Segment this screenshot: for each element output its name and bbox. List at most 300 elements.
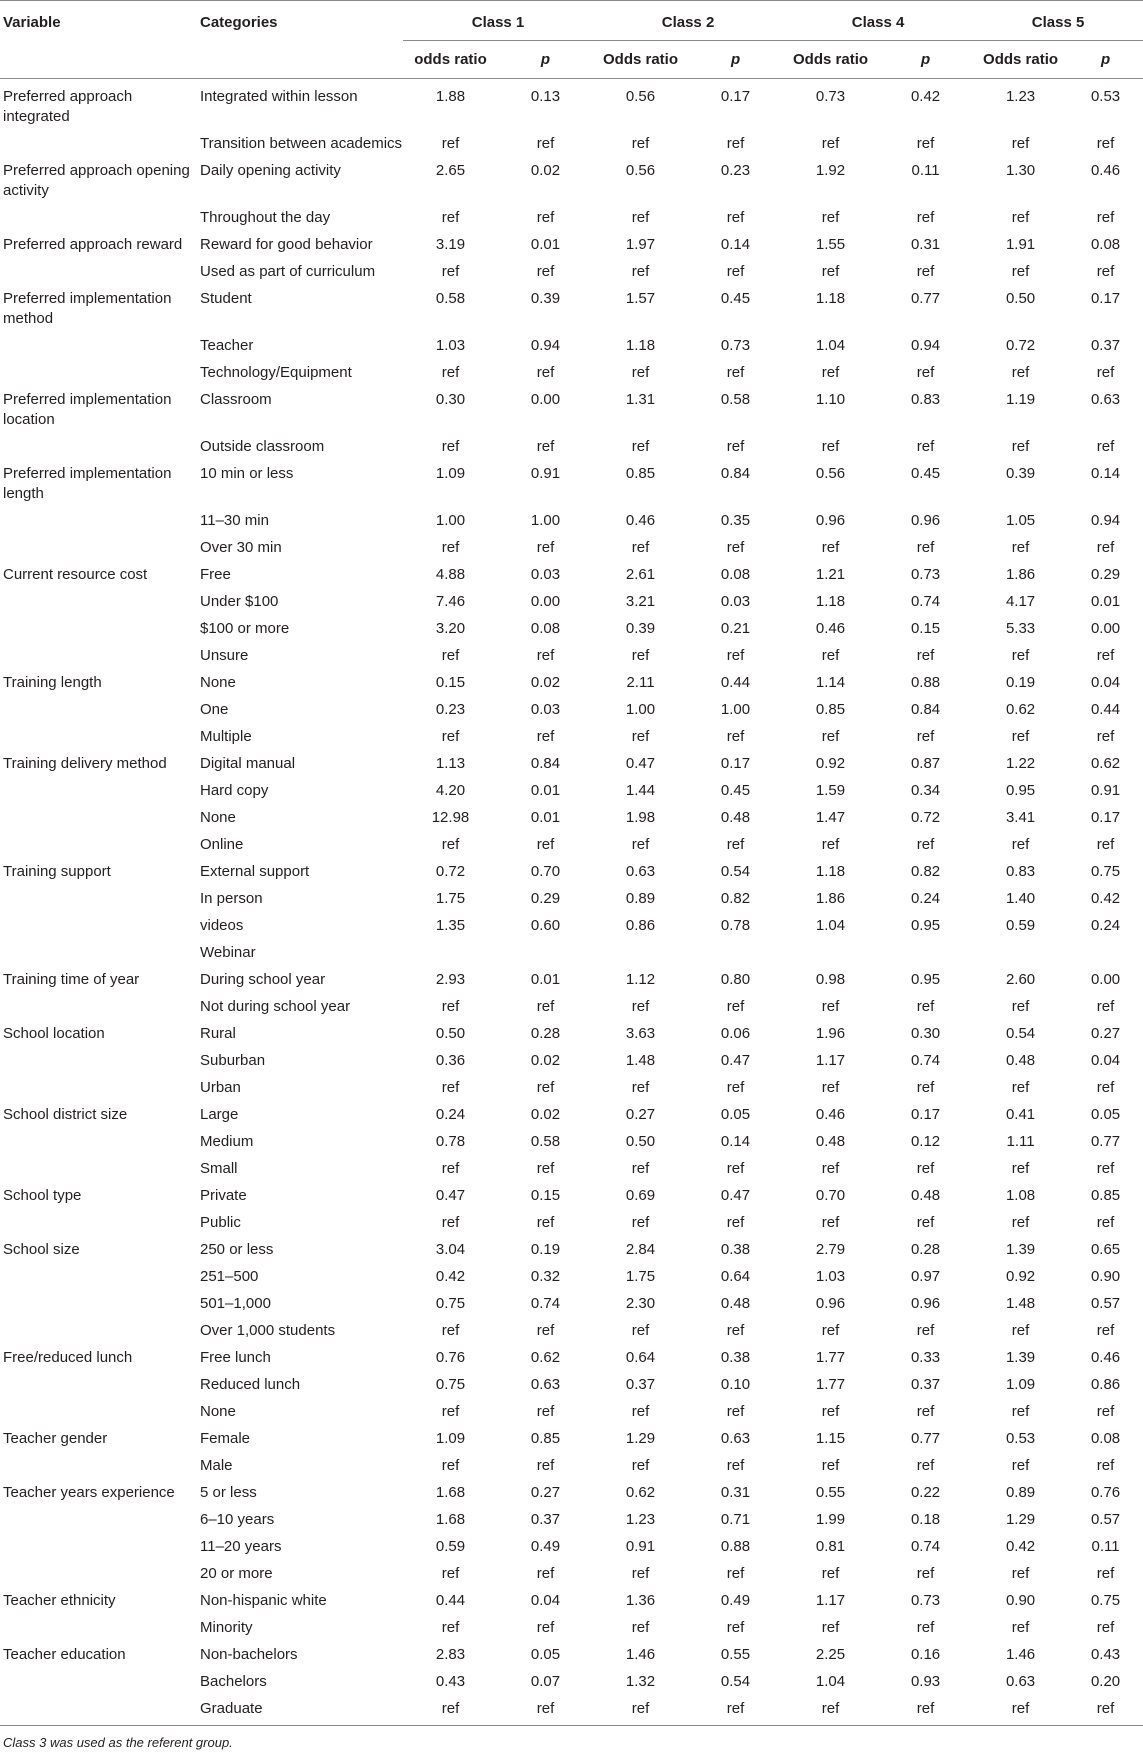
table-row xyxy=(0,534,1143,561)
cell-p-value: 0.17 xyxy=(910,1106,941,1123)
cell-p-value: 0.17 xyxy=(720,88,751,105)
cell-p-value: 0.78 xyxy=(720,917,751,934)
cell-p-value: ref xyxy=(1096,1214,1115,1231)
cell-variable xyxy=(0,534,200,561)
cell-p-value: ref xyxy=(916,263,935,280)
cell-odds-ratio: ref xyxy=(441,135,460,152)
cell-odds-ratio: ref xyxy=(821,647,840,664)
cell-p-value: 0.71 xyxy=(720,1511,751,1528)
cell-p-value: 0.96 xyxy=(910,512,941,529)
cell-odds-ratio: 0.56 xyxy=(625,88,656,105)
cell-p-value: ref xyxy=(1096,1160,1115,1177)
cell-p-value: ref xyxy=(536,1619,555,1636)
cell-p-value: ref xyxy=(726,1079,745,1096)
cell-odds-ratio xyxy=(973,939,1068,966)
cell-odds-ratio: 0.19 xyxy=(1005,674,1036,691)
cell-category: Large xyxy=(200,1106,239,1123)
cell-p-value: 0.91 xyxy=(1090,782,1121,799)
cell-odds-ratio: 1.00 xyxy=(625,701,656,718)
cell-odds-ratio: 2.65 xyxy=(435,162,466,179)
cell-odds-ratio: 1.23 xyxy=(1005,88,1036,105)
cell-odds-ratio: ref xyxy=(1011,263,1030,280)
cell-p-value: ref xyxy=(726,647,745,664)
cell-odds-ratio: 1.97 xyxy=(625,236,656,253)
table-row xyxy=(0,831,1143,858)
cell-p-value: 0.37 xyxy=(910,1376,941,1393)
cell-variable: Training length xyxy=(3,674,102,691)
cell-p-value: 0.57 xyxy=(1090,1295,1121,1312)
cell-variable xyxy=(0,258,200,285)
cell-p-value: 0.42 xyxy=(1090,890,1121,907)
cell-odds-ratio: ref xyxy=(821,1160,840,1177)
cell-category: Multiple xyxy=(200,728,252,745)
cell-odds-ratio xyxy=(403,939,498,966)
cell-p-value: 0.93 xyxy=(910,1673,941,1690)
cell-p-value: ref xyxy=(726,1403,745,1420)
cell-category: $100 or more xyxy=(200,620,290,637)
cell-p-value: ref xyxy=(916,836,935,853)
cell-odds-ratio: ref xyxy=(821,209,840,226)
cell-category: Under $100 xyxy=(200,593,279,610)
cell-category: None xyxy=(200,1403,236,1420)
cell-p-value: 0.16 xyxy=(910,1646,941,1663)
cell-p-value: 0.22 xyxy=(910,1484,941,1501)
cell-variable xyxy=(0,642,200,669)
cell-odds-ratio: 1.18 xyxy=(815,863,846,880)
cell-category: Hard copy xyxy=(200,782,269,799)
cell-p-value: 0.47 xyxy=(720,1052,751,1069)
cell-odds-ratio: 0.50 xyxy=(625,1133,656,1150)
cell-p-value: ref xyxy=(536,647,555,664)
cell-p-value: ref xyxy=(916,728,935,745)
cell-p-value: ref xyxy=(916,1079,935,1096)
table-row xyxy=(0,966,1143,993)
cell-odds-ratio: ref xyxy=(441,539,460,556)
cell-odds-ratio: 0.47 xyxy=(435,1187,466,1204)
cell-p-value: 0.55 xyxy=(720,1646,751,1663)
cell-odds-ratio: 1.96 xyxy=(815,1025,846,1042)
cell-odds-ratio: 2.11 xyxy=(626,674,655,691)
cell-p-value: 0.75 xyxy=(1090,1592,1121,1609)
cell-odds-ratio: 0.36 xyxy=(435,1052,466,1069)
cell-p-value: ref xyxy=(916,135,935,152)
cell-category: Minority xyxy=(200,1619,253,1636)
cell-odds-ratio: 0.89 xyxy=(625,890,656,907)
cell-variable: Training delivery method xyxy=(3,755,167,772)
cell-odds-ratio: ref xyxy=(821,1457,840,1474)
header-blank-categories xyxy=(200,41,403,79)
cell-odds-ratio: ref xyxy=(821,1619,840,1636)
cell-category: Small xyxy=(200,1160,238,1177)
cell-odds-ratio: 1.09 xyxy=(1005,1376,1036,1393)
cell-odds-ratio: 1.03 xyxy=(815,1268,846,1285)
header-or-class-2: Odds ratio xyxy=(603,51,679,68)
cell-p-value: ref xyxy=(916,1322,935,1339)
cell-category: Over 1,000 students xyxy=(200,1322,336,1339)
cell-odds-ratio: ref xyxy=(631,1160,650,1177)
cell-odds-ratio: 1.31 xyxy=(625,391,656,408)
cell-variable: School district size xyxy=(3,1106,128,1123)
cell-odds-ratio: 1.36 xyxy=(625,1592,656,1609)
cell-odds-ratio: ref xyxy=(441,263,460,280)
cell-odds-ratio: ref xyxy=(441,1322,460,1339)
cell-p-value: ref xyxy=(536,998,555,1015)
cell-odds-ratio: ref xyxy=(821,263,840,280)
cell-p-value: 0.37 xyxy=(530,1511,561,1528)
cell-p-value: 0.05 xyxy=(530,1646,561,1663)
cell-variable: Current resource cost xyxy=(3,566,148,583)
cell-odds-ratio: 1.32 xyxy=(625,1673,656,1690)
cell-odds-ratio: 2.79 xyxy=(815,1241,846,1258)
table-row xyxy=(0,1344,1143,1371)
cell-variable xyxy=(0,912,200,939)
cell-odds-ratio: 3.04 xyxy=(435,1241,466,1258)
cell-odds-ratio: 0.59 xyxy=(1005,917,1036,934)
cell-odds-ratio: 0.54 xyxy=(1005,1025,1036,1042)
table-row xyxy=(0,285,1143,332)
cell-p-value: ref xyxy=(536,364,555,381)
cell-p-value: 0.05 xyxy=(1090,1106,1121,1123)
cell-odds-ratio: 1.17 xyxy=(815,1592,846,1609)
cell-odds-ratio: ref xyxy=(1011,647,1030,664)
cell-odds-ratio: 12.98 xyxy=(431,809,470,826)
cell-p-value: 0.73 xyxy=(910,566,941,583)
cell-odds-ratio: ref xyxy=(821,728,840,745)
table-row xyxy=(0,1425,1143,1452)
cell-odds-ratio: ref xyxy=(1011,1700,1030,1717)
cell-odds-ratio: 1.09 xyxy=(435,1430,466,1447)
cell-category: Outside classroom xyxy=(200,438,325,455)
cell-odds-ratio: 0.46 xyxy=(815,1106,846,1123)
table-row xyxy=(0,1479,1143,1506)
cell-odds-ratio: 2.30 xyxy=(625,1295,656,1312)
cell-category: During school year xyxy=(200,971,326,988)
cell-p-value: 0.34 xyxy=(910,782,941,799)
cell-odds-ratio: 0.43 xyxy=(435,1673,466,1690)
cell-odds-ratio: 1.14 xyxy=(815,674,846,691)
cell-odds-ratio: ref xyxy=(821,836,840,853)
cell-p-value: ref xyxy=(726,1457,745,1474)
header-or-class-1: odds ratio xyxy=(414,51,487,68)
table-row xyxy=(0,1398,1143,1425)
cell-odds-ratio: 1.77 xyxy=(815,1349,846,1366)
cell-p-value: ref xyxy=(536,1322,555,1339)
cell-odds-ratio: ref xyxy=(1011,728,1030,745)
cell-odds-ratio: 1.18 xyxy=(815,290,846,307)
header-p-class-4: p xyxy=(920,51,931,68)
cell-p-value: 0.38 xyxy=(720,1349,751,1366)
cell-p-value: ref xyxy=(1096,836,1115,853)
cell-variable: Preferred approach opening activity xyxy=(3,162,190,199)
cell-p-value: 0.57 xyxy=(1090,1511,1121,1528)
cell-p-value: 0.84 xyxy=(720,465,751,482)
cell-odds-ratio: ref xyxy=(821,438,840,455)
cell-odds-ratio: ref xyxy=(631,135,650,152)
cell-p-value: 0.03 xyxy=(530,701,561,718)
cell-p-value: ref xyxy=(726,1619,745,1636)
cell-p-value xyxy=(878,939,973,966)
cell-odds-ratio: ref xyxy=(1011,998,1030,1015)
cell-odds-ratio: ref xyxy=(631,364,650,381)
cell-p-value: 0.07 xyxy=(530,1673,561,1690)
cell-odds-ratio: ref xyxy=(1011,1619,1030,1636)
cell-p-value: 0.17 xyxy=(1090,809,1121,826)
cell-p-value: 0.00 xyxy=(1090,620,1121,637)
cell-p-value xyxy=(1068,939,1143,966)
cell-variable: Teacher gender xyxy=(3,1430,108,1447)
cell-odds-ratio: 0.30 xyxy=(435,391,466,408)
cell-category: Suburban xyxy=(200,1052,266,1069)
cell-p-value: ref xyxy=(726,1160,745,1177)
cell-odds-ratio: 0.96 xyxy=(815,512,846,529)
cell-variable: Training support xyxy=(3,863,111,880)
cell-p-value: 0.11 xyxy=(911,162,940,179)
table-row xyxy=(0,460,1143,507)
cell-p-value: 0.23 xyxy=(720,162,751,179)
cell-odds-ratio: 1.11 xyxy=(1006,1133,1035,1150)
cell-odds-ratio: ref xyxy=(1011,1403,1030,1420)
cell-odds-ratio: ref xyxy=(631,263,650,280)
cell-odds-ratio: 0.95 xyxy=(1005,782,1036,799)
cell-p-value: 0.02 xyxy=(530,1106,561,1123)
cell-odds-ratio: ref xyxy=(441,209,460,226)
cell-variable xyxy=(0,1452,200,1479)
cell-odds-ratio: 1.40 xyxy=(1005,890,1036,907)
cell-odds-ratio: 0.91 xyxy=(625,1538,656,1555)
cell-p-value: 0.63 xyxy=(720,1430,751,1447)
cell-p-value: ref xyxy=(916,1214,935,1231)
cell-odds-ratio: ref xyxy=(441,728,460,745)
cell-odds-ratio: ref xyxy=(1011,135,1030,152)
cell-odds-ratio: 1.09 xyxy=(435,465,466,482)
cell-p-value: 0.14 xyxy=(1090,465,1121,482)
table-row xyxy=(0,359,1143,386)
cell-p-value: ref xyxy=(1096,998,1115,1015)
cell-p-value: 0.46 xyxy=(1090,1349,1121,1366)
cell-p-value: 0.20 xyxy=(1090,1673,1121,1690)
cell-odds-ratio: ref xyxy=(631,1700,650,1717)
cell-p-value: ref xyxy=(916,1700,935,1717)
cell-p-value: 0.04 xyxy=(530,1592,561,1609)
cell-p-value: 0.49 xyxy=(530,1538,561,1555)
cell-p-value: 1.00 xyxy=(720,701,751,718)
cell-category: Classroom xyxy=(200,391,272,408)
cell-odds-ratio: ref xyxy=(441,1160,460,1177)
cell-p-value: 0.94 xyxy=(910,337,941,354)
cell-odds-ratio: 0.98 xyxy=(815,971,846,988)
cell-odds-ratio: 0.62 xyxy=(625,1484,656,1501)
cell-p-value: ref xyxy=(726,263,745,280)
cell-p-value: 0.90 xyxy=(1090,1268,1121,1285)
cell-p-value: ref xyxy=(1096,1403,1115,1420)
cell-odds-ratio: 0.86 xyxy=(625,917,656,934)
cell-p-value: 0.00 xyxy=(1090,971,1121,988)
cell-odds-ratio: 0.69 xyxy=(625,1187,656,1204)
cell-variable xyxy=(0,804,200,831)
cell-p-value: 0.58 xyxy=(530,1133,561,1150)
header-class-4: Class 4 xyxy=(783,1,973,41)
cell-odds-ratio: ref xyxy=(821,1079,840,1096)
cell-variable xyxy=(0,332,200,359)
cell-p-value: ref xyxy=(1096,209,1115,226)
cell-variable xyxy=(0,507,200,534)
cell-p-value: ref xyxy=(536,1403,555,1420)
cell-p-value: 0.19 xyxy=(530,1241,561,1258)
cell-p-value: ref xyxy=(536,1565,555,1582)
cell-p-value: 0.29 xyxy=(1090,566,1121,583)
cell-category: Graduate xyxy=(200,1700,263,1717)
cell-p-value: 0.84 xyxy=(910,701,941,718)
cell-odds-ratio: 1.15 xyxy=(815,1430,846,1447)
cell-p-value: 0.63 xyxy=(1090,391,1121,408)
cell-odds-ratio: 0.53 xyxy=(1005,1430,1036,1447)
cell-p-value: 0.85 xyxy=(530,1430,561,1447)
cell-odds-ratio: ref xyxy=(631,998,650,1015)
cell-p-value: ref xyxy=(916,1565,935,1582)
cell-odds-ratio: 0.92 xyxy=(815,755,846,772)
header-class-1: Class 1 xyxy=(403,1,593,41)
cell-p-value: ref xyxy=(1096,135,1115,152)
cell-variable xyxy=(0,359,200,386)
cell-p-value: 0.75 xyxy=(1090,863,1121,880)
cell-odds-ratio: ref xyxy=(1011,1160,1030,1177)
cell-p-value: ref xyxy=(726,1214,745,1231)
cell-odds-ratio: 1.57 xyxy=(625,290,656,307)
cell-category: 11–20 years xyxy=(200,1538,282,1555)
cell-p-value: 0.53 xyxy=(1090,88,1121,105)
cell-odds-ratio: 0.39 xyxy=(1005,465,1036,482)
cell-p-value: 0.15 xyxy=(910,620,941,637)
cell-p-value: ref xyxy=(536,1160,555,1177)
cell-variable xyxy=(0,433,200,460)
table-row xyxy=(0,157,1143,204)
table-row xyxy=(0,1074,1143,1101)
cell-variable: Preferred approach reward xyxy=(3,236,183,253)
cell-p-value: 0.17 xyxy=(720,755,751,772)
cell-odds-ratio: 0.85 xyxy=(815,701,846,718)
header-p-class-1: p xyxy=(540,51,551,68)
header-variable: Variable xyxy=(3,14,61,31)
cell-odds-ratio: 3.21 xyxy=(625,593,656,610)
cell-variable xyxy=(0,1533,200,1560)
cell-odds-ratio: 1.39 xyxy=(1005,1349,1036,1366)
cell-odds-ratio: ref xyxy=(631,1457,650,1474)
cell-odds-ratio: 0.56 xyxy=(815,465,846,482)
cell-odds-ratio: 0.44 xyxy=(435,1592,466,1609)
cell-odds-ratio: 0.81 xyxy=(815,1538,846,1555)
table-row xyxy=(0,939,1143,966)
cell-category: Online xyxy=(200,836,244,853)
table-row xyxy=(0,1155,1143,1182)
cell-p-value: 0.08 xyxy=(1090,236,1121,253)
cell-odds-ratio: 1.18 xyxy=(815,593,846,610)
cell-p-value: ref xyxy=(536,1700,555,1717)
cell-category: 6–10 years xyxy=(200,1511,275,1528)
cell-odds-ratio: 1.91 xyxy=(1005,236,1036,253)
cell-p-value: 0.01 xyxy=(530,236,561,253)
table-row xyxy=(0,204,1143,231)
cell-odds-ratio: 0.47 xyxy=(625,755,656,772)
cell-p-value: ref xyxy=(916,1457,935,1474)
cell-category: Non-bachelors xyxy=(200,1646,298,1663)
cell-variable: Preferred approach integrated xyxy=(3,88,133,125)
cell-variable xyxy=(0,1371,200,1398)
cell-odds-ratio: 0.42 xyxy=(1005,1538,1036,1555)
cell-odds-ratio: 0.78 xyxy=(435,1133,466,1150)
cell-p-value: 0.65 xyxy=(1090,1241,1121,1258)
cell-p-value: 0.88 xyxy=(910,674,941,691)
cell-variable xyxy=(0,1614,200,1641)
table-row xyxy=(0,1668,1143,1695)
table-row xyxy=(0,1209,1143,1236)
cell-p-value: 0.01 xyxy=(530,971,561,988)
cell-odds-ratio: 0.72 xyxy=(1005,337,1036,354)
table-row xyxy=(0,588,1143,615)
cell-category: Used as part of curriculum xyxy=(200,263,376,280)
cell-p-value: 0.10 xyxy=(720,1376,751,1393)
cell-p-value: 0.18 xyxy=(910,1511,941,1528)
cell-variable xyxy=(0,777,200,804)
cell-odds-ratio: ref xyxy=(631,539,650,556)
cell-odds-ratio: 0.89 xyxy=(1005,1484,1036,1501)
cell-p-value: 0.02 xyxy=(530,162,561,179)
cell-p-value: 0.91 xyxy=(530,465,561,482)
cell-odds-ratio: 1.04 xyxy=(815,337,846,354)
cell-odds-ratio: 2.83 xyxy=(435,1646,466,1663)
cell-p-value: 0.05 xyxy=(720,1106,751,1123)
cell-odds-ratio: ref xyxy=(1011,1322,1030,1339)
cell-category: Free lunch xyxy=(200,1349,271,1366)
table-footnote: Class 3 was used as the referent group. xyxy=(3,1735,233,1750)
cell-category: None xyxy=(200,674,236,691)
cell-odds-ratio: ref xyxy=(1011,1565,1030,1582)
table-row xyxy=(0,1128,1143,1155)
cell-p-value: 0.74 xyxy=(910,1052,941,1069)
cell-odds-ratio: 1.39 xyxy=(1005,1241,1036,1258)
cell-odds-ratio: 0.15 xyxy=(435,674,466,691)
cell-odds-ratio: ref xyxy=(1011,1214,1030,1231)
cell-category: External support xyxy=(200,863,310,880)
cell-p-value: ref xyxy=(536,1457,555,1474)
cell-odds-ratio: 1.44 xyxy=(625,782,656,799)
cell-odds-ratio: 0.55 xyxy=(815,1484,846,1501)
cell-odds-ratio: ref xyxy=(441,438,460,455)
cell-p-value: ref xyxy=(916,1619,935,1636)
cell-odds-ratio: 0.75 xyxy=(435,1376,466,1393)
cell-p-value: ref xyxy=(726,209,745,226)
table-row xyxy=(0,332,1143,359)
cell-category: Transition between academics xyxy=(200,135,403,152)
cell-p-value: ref xyxy=(916,1403,935,1420)
cell-p-value: 0.82 xyxy=(910,863,941,880)
cell-odds-ratio: 1.75 xyxy=(435,890,466,907)
cell-odds-ratio: 1.19 xyxy=(1005,391,1036,408)
cell-variable: Teacher years experience xyxy=(3,1484,175,1501)
cell-p-value: ref xyxy=(916,998,935,1015)
cell-odds-ratio: 1.92 xyxy=(815,162,846,179)
cell-odds-ratio: ref xyxy=(1011,1457,1030,1474)
table-row xyxy=(0,1695,1143,1726)
cell-variable xyxy=(0,204,200,231)
cell-odds-ratio: 1.75 xyxy=(625,1268,656,1285)
cell-category: Digital manual xyxy=(200,755,296,772)
cell-category: Reward for good behavior xyxy=(200,236,373,253)
cell-odds-ratio: 1.00 xyxy=(435,512,466,529)
cell-category: Daily opening activity xyxy=(200,162,341,179)
header-or-class-4: Odds ratio xyxy=(793,51,869,68)
table-row xyxy=(0,1101,1143,1128)
cell-p-value: 0.95 xyxy=(910,917,941,934)
